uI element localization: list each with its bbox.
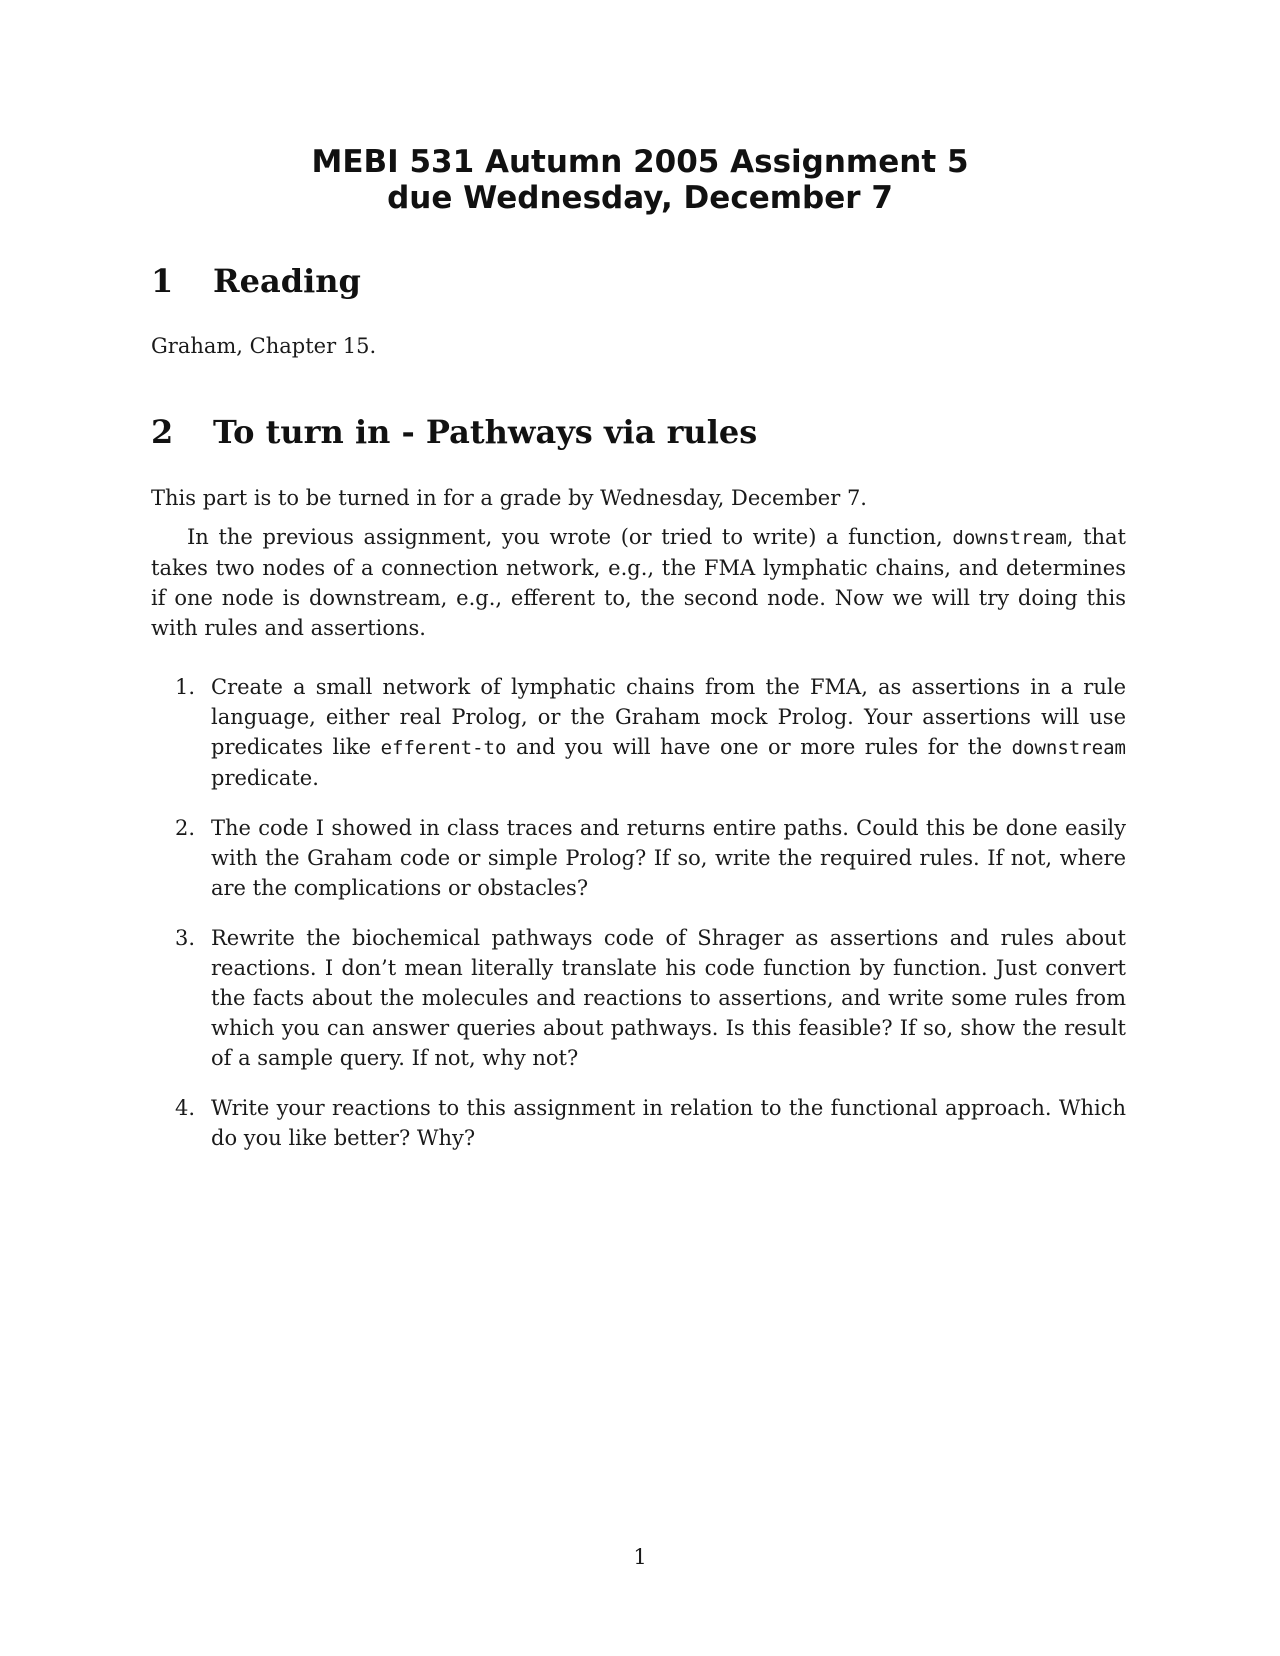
section-title: Reading <box>213 262 361 300</box>
list-item <box>151 923 1126 1073</box>
list-item <box>151 813 1126 903</box>
paragraph-text: , that takes two nodes of a connection network, e.g., the FMA lymphatic chains, and determines if one node is downstream, e.g., efferent to, the second node. Now we will try doing this with rules and assertions. <box>151 525 1126 640</box>
reading-text: Graham, Chapter 15. <box>151 334 377 358</box>
item-text: predicate. <box>211 766 319 790</box>
code-downstream: downstream <box>952 527 1067 549</box>
code-efferent-to: efferent-to <box>380 737 507 759</box>
list-item <box>151 1093 1126 1153</box>
section-title: To turn in - Pathways via rules <box>213 413 758 451</box>
section-heading-turn-in <box>151 412 757 452</box>
title-line-1: MEBI 531 Autumn 2005 Assignment 5 <box>311 144 969 180</box>
section-number: 2 <box>151 413 174 451</box>
list-marker: 4. <box>175 1096 196 1120</box>
code-downstream: downstream <box>1011 737 1126 759</box>
title-line-2: due Wednesday, December 7 <box>387 180 893 216</box>
document-title <box>0 144 1280 216</box>
section-number: 1 <box>151 262 174 300</box>
list-marker: 2. <box>175 816 196 840</box>
task-list <box>151 672 1126 1173</box>
item-text: and you will have one or more rules for the <box>506 735 1012 759</box>
section-heading-reading <box>151 261 361 301</box>
page-number: 1 <box>633 1545 647 1569</box>
item-text: Create a small network of lymphatic chains from the FMA, as assertions in a rule language, either real Prolog, or the Graham mock Prolog. Your assertions will use predicates like <box>211 675 1126 759</box>
item-text: The code I showed in class traces and returns entire paths. Could this be done easily with the Graham code or simple Prolog? If so, write the required rules. If not, where are the complications or obstacles? <box>211 816 1126 900</box>
list-marker: 1. <box>175 675 196 699</box>
turn-in-intro: This part is to be turned in for a grade by Wednesday, December 7. <box>151 486 867 510</box>
item-text: Write your reactions to this assignment in relation to the functional approach. Which do you like better? Why? <box>211 1096 1126 1150</box>
list-marker: 3. <box>175 926 196 950</box>
paragraph-text: In the previous assignment, you wrote (or tried to write) a function, <box>187 525 953 549</box>
item-text: Rewrite the biochemical pathways code of Shrager as assertions and rules about reactions. I don’t mean literally translate his code function by function. Just convert the facts about the molecules and reactions to assertions, and write some rules from which you can answer queries about pathways. Is this feasible? If so, show the result of a sample query. If not, why not? <box>211 926 1126 1070</box>
turn-in-paragraph <box>151 522 1126 643</box>
list-item <box>151 672 1126 793</box>
